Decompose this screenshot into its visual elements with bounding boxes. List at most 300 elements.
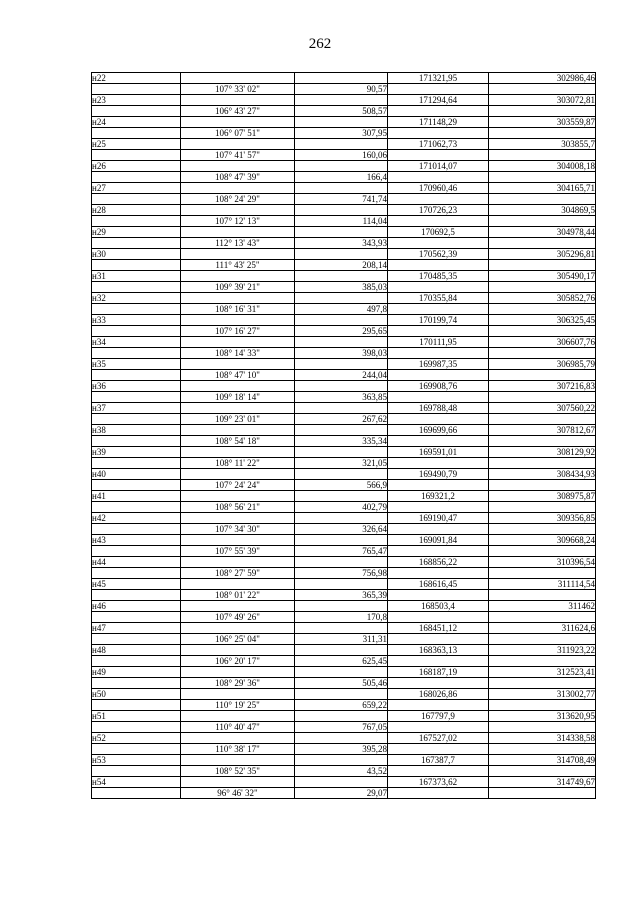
point-row <box>92 447 596 458</box>
segment-row <box>92 788 596 799</box>
y-coordinate-cell: 313620,95 <box>489 711 596 722</box>
empty-cell <box>181 711 295 722</box>
distance-cell: 166,4 <box>295 172 388 183</box>
empty-cell <box>489 502 596 513</box>
y-coordinate-cell: 308975,87 <box>489 491 596 502</box>
direction-angle-cell: 109° 18' 14" <box>181 392 295 403</box>
y-coordinate-cell: 303072,81 <box>489 95 596 106</box>
point-row <box>92 139 596 150</box>
point-row <box>92 755 596 766</box>
point-id-cell: н53 <box>92 755 181 766</box>
empty-cell <box>295 403 388 414</box>
empty-cell <box>92 788 181 799</box>
point-id-cell: н42 <box>92 513 181 524</box>
direction-angle-cell: 107° 24' 24" <box>181 480 295 491</box>
empty-cell <box>295 623 388 634</box>
empty-cell <box>295 513 388 524</box>
empty-cell <box>92 568 181 579</box>
empty-cell <box>388 326 489 337</box>
y-coordinate-cell: 314338,58 <box>489 733 596 744</box>
empty-cell <box>181 293 295 304</box>
point-row <box>92 73 596 84</box>
empty-cell <box>92 216 181 227</box>
empty-cell <box>295 117 388 128</box>
point-row <box>92 733 596 744</box>
distance-cell: 267,62 <box>295 414 388 425</box>
distance-cell: 659,22 <box>295 700 388 711</box>
direction-angle-cell: 108° 52' 35" <box>181 766 295 777</box>
empty-cell <box>92 502 181 513</box>
x-coordinate-cell: 169987,35 <box>388 359 489 370</box>
y-coordinate-cell: 313002,77 <box>489 689 596 700</box>
empty-cell <box>489 480 596 491</box>
direction-angle-cell: 110° 19' 25" <box>181 700 295 711</box>
distance-cell: 43,52 <box>295 766 388 777</box>
empty-cell <box>295 491 388 502</box>
empty-cell <box>181 249 295 260</box>
x-coordinate-cell: 171062,73 <box>388 139 489 150</box>
empty-cell <box>295 447 388 458</box>
point-row <box>92 381 596 392</box>
empty-cell <box>181 315 295 326</box>
page-number: 262 <box>308 36 332 52</box>
direction-angle-cell: 106° 07' 51" <box>181 128 295 139</box>
y-coordinate-cell: 307216,83 <box>489 381 596 392</box>
point-id-cell: н25 <box>92 139 181 150</box>
distance-cell: 326,64 <box>295 524 388 535</box>
segment-row <box>92 392 596 403</box>
empty-cell <box>388 722 489 733</box>
point-row <box>92 601 596 612</box>
direction-angle-cell: 107° 33' 02" <box>181 84 295 95</box>
empty-cell <box>295 667 388 678</box>
empty-cell <box>388 436 489 447</box>
x-coordinate-cell: 170692,5 <box>388 227 489 238</box>
direction-angle-cell: 106° 25' 04" <box>181 634 295 645</box>
distance-cell: 363,85 <box>295 392 388 403</box>
point-id-cell: н43 <box>92 535 181 546</box>
segment-row <box>92 590 596 601</box>
empty-cell <box>489 546 596 557</box>
segment-row <box>92 744 596 755</box>
distance-cell: 505,46 <box>295 678 388 689</box>
distance-cell: 160,06 <box>295 150 388 161</box>
empty-cell <box>388 150 489 161</box>
empty-cell <box>388 128 489 139</box>
x-coordinate-cell: 170726,23 <box>388 205 489 216</box>
segment-row <box>92 700 596 711</box>
distance-cell: 767,05 <box>295 722 388 733</box>
point-row <box>92 183 596 194</box>
point-row <box>92 337 596 348</box>
empty-cell <box>388 678 489 689</box>
x-coordinate-cell: 167527,02 <box>388 733 489 744</box>
empty-cell <box>295 95 388 106</box>
point-id-cell: н22 <box>92 73 181 84</box>
direction-angle-cell: 106° 20' 17" <box>181 656 295 667</box>
empty-cell <box>181 469 295 480</box>
y-coordinate-cell: 307812,67 <box>489 425 596 436</box>
empty-cell <box>295 205 388 216</box>
empty-cell <box>92 678 181 689</box>
empty-cell <box>388 172 489 183</box>
direction-angle-cell: 107° 34' 30" <box>181 524 295 535</box>
empty-cell <box>92 590 181 601</box>
x-coordinate-cell: 170960,46 <box>388 183 489 194</box>
point-id-cell: н38 <box>92 425 181 436</box>
y-coordinate-cell: 302986,46 <box>489 73 596 84</box>
direction-angle-cell: 108° 47' 10" <box>181 370 295 381</box>
x-coordinate-cell: 170355,84 <box>388 293 489 304</box>
y-coordinate-cell: 304008,18 <box>489 161 596 172</box>
empty-cell <box>489 84 596 95</box>
distance-cell: 295,65 <box>295 326 388 337</box>
point-row <box>92 117 596 128</box>
x-coordinate-cell: 169321,2 <box>388 491 489 502</box>
empty-cell <box>489 348 596 359</box>
empty-cell <box>388 590 489 601</box>
empty-cell <box>92 370 181 381</box>
segment-row <box>92 84 596 95</box>
coordinates-table-body <box>92 73 596 799</box>
empty-cell <box>295 73 388 84</box>
segment-row <box>92 656 596 667</box>
point-row <box>92 315 596 326</box>
empty-cell <box>388 414 489 425</box>
point-id-cell: н41 <box>92 491 181 502</box>
direction-angle-cell: 108° 16' 31" <box>181 304 295 315</box>
distance-cell: 311,31 <box>295 634 388 645</box>
empty-cell <box>489 326 596 337</box>
empty-cell <box>92 172 181 183</box>
direction-angle-cell: 110° 40' 47" <box>181 722 295 733</box>
point-id-cell: н51 <box>92 711 181 722</box>
empty-cell <box>181 601 295 612</box>
empty-cell <box>489 458 596 469</box>
distance-cell: 566,9 <box>295 480 388 491</box>
distance-cell: 343,93 <box>295 238 388 249</box>
distance-cell: 508,57 <box>295 106 388 117</box>
distance-cell: 90,57 <box>295 84 388 95</box>
distance-cell: 765,47 <box>295 546 388 557</box>
x-coordinate-cell: 168363,13 <box>388 645 489 656</box>
y-coordinate-cell: 303855,7 <box>489 139 596 150</box>
empty-cell <box>388 568 489 579</box>
empty-cell <box>92 194 181 205</box>
point-id-cell: н26 <box>92 161 181 172</box>
point-row <box>92 491 596 502</box>
empty-cell <box>295 293 388 304</box>
segment-row <box>92 722 596 733</box>
direction-angle-cell: 108° 56' 21" <box>181 502 295 513</box>
y-coordinate-cell: 306985,79 <box>489 359 596 370</box>
empty-cell <box>181 513 295 524</box>
segment-row <box>92 766 596 777</box>
direction-angle-cell: 107° 16' 27" <box>181 326 295 337</box>
direction-angle-cell: 107° 12' 13" <box>181 216 295 227</box>
empty-cell <box>489 634 596 645</box>
empty-cell <box>295 425 388 436</box>
empty-cell <box>92 436 181 447</box>
x-coordinate-cell: 169091,84 <box>388 535 489 546</box>
empty-cell <box>388 788 489 799</box>
x-coordinate-cell: 167387,7 <box>388 755 489 766</box>
distance-cell: 335,34 <box>295 436 388 447</box>
x-coordinate-cell: 170199,74 <box>388 315 489 326</box>
x-coordinate-cell: 171014,07 <box>388 161 489 172</box>
segment-row <box>92 172 596 183</box>
segment-row <box>92 326 596 337</box>
point-row <box>92 271 596 282</box>
segment-row <box>92 568 596 579</box>
x-coordinate-cell: 169591,01 <box>388 447 489 458</box>
empty-cell <box>92 348 181 359</box>
empty-cell <box>388 370 489 381</box>
empty-cell <box>489 238 596 249</box>
point-row <box>92 293 596 304</box>
empty-cell <box>489 304 596 315</box>
point-id-cell: н52 <box>92 733 181 744</box>
direction-angle-cell: 108° 24' 29" <box>181 194 295 205</box>
point-id-cell: н37 <box>92 403 181 414</box>
point-id-cell: н50 <box>92 689 181 700</box>
segment-row <box>92 502 596 513</box>
x-coordinate-cell: 167797,9 <box>388 711 489 722</box>
empty-cell <box>489 744 596 755</box>
empty-cell <box>295 733 388 744</box>
empty-cell <box>92 150 181 161</box>
empty-cell <box>295 161 388 172</box>
empty-cell <box>295 183 388 194</box>
empty-cell <box>295 777 388 788</box>
empty-cell <box>295 381 388 392</box>
distance-cell: 321,05 <box>295 458 388 469</box>
y-coordinate-cell: 307560,22 <box>489 403 596 414</box>
direction-angle-cell: 108° 11' 22" <box>181 458 295 469</box>
empty-cell <box>295 601 388 612</box>
direction-angle-cell: 108° 01' 22" <box>181 590 295 601</box>
empty-cell <box>489 612 596 623</box>
point-id-cell: н54 <box>92 777 181 788</box>
empty-cell <box>388 260 489 271</box>
direction-angle-cell: 108° 27' 59" <box>181 568 295 579</box>
empty-cell <box>489 106 596 117</box>
empty-cell <box>92 700 181 711</box>
empty-cell <box>295 249 388 260</box>
empty-cell <box>295 711 388 722</box>
direction-angle-cell: 112° 13' 43" <box>181 238 295 249</box>
empty-cell <box>92 480 181 491</box>
y-coordinate-cell: 312523,41 <box>489 667 596 678</box>
empty-cell <box>181 95 295 106</box>
direction-angle-cell: 107° 49' 26" <box>181 612 295 623</box>
x-coordinate-cell: 167373,62 <box>388 777 489 788</box>
empty-cell <box>92 458 181 469</box>
y-coordinate-cell: 310396,54 <box>489 557 596 568</box>
direction-angle-cell: 110° 38' 17" <box>181 744 295 755</box>
empty-cell <box>489 128 596 139</box>
empty-cell <box>388 612 489 623</box>
distance-cell: 244,04 <box>295 370 388 381</box>
y-coordinate-cell: 311114,54 <box>489 579 596 590</box>
empty-cell <box>181 161 295 172</box>
y-coordinate-cell: 309668,24 <box>489 535 596 546</box>
empty-cell <box>489 700 596 711</box>
direction-angle-cell: 108° 47' 39" <box>181 172 295 183</box>
point-row <box>92 667 596 678</box>
x-coordinate-cell: 170562,39 <box>388 249 489 260</box>
empty-cell <box>489 524 596 535</box>
empty-cell <box>489 260 596 271</box>
y-coordinate-cell: 306325,45 <box>489 315 596 326</box>
point-id-cell: н31 <box>92 271 181 282</box>
y-coordinate-cell: 311923,22 <box>489 645 596 656</box>
empty-cell <box>489 282 596 293</box>
empty-cell <box>92 612 181 623</box>
distance-cell: 402,79 <box>295 502 388 513</box>
point-row <box>92 689 596 700</box>
x-coordinate-cell: 171294,64 <box>388 95 489 106</box>
segment-row <box>92 238 596 249</box>
point-row <box>92 205 596 216</box>
empty-cell <box>489 788 596 799</box>
empty-cell <box>295 645 388 656</box>
x-coordinate-cell: 169190,47 <box>388 513 489 524</box>
empty-cell <box>388 700 489 711</box>
empty-cell <box>489 414 596 425</box>
point-id-cell: н48 <box>92 645 181 656</box>
segment-row <box>92 370 596 381</box>
point-row <box>92 535 596 546</box>
y-coordinate-cell: 304165,71 <box>489 183 596 194</box>
y-coordinate-cell: 305490,17 <box>489 271 596 282</box>
empty-cell <box>295 359 388 370</box>
point-id-cell: н33 <box>92 315 181 326</box>
x-coordinate-cell: 168451,12 <box>388 623 489 634</box>
point-id-cell: н27 <box>92 183 181 194</box>
empty-cell <box>489 370 596 381</box>
point-row <box>92 425 596 436</box>
empty-cell <box>295 139 388 150</box>
empty-cell <box>181 425 295 436</box>
empty-cell <box>295 227 388 238</box>
point-id-cell: н23 <box>92 95 181 106</box>
segment-row <box>92 348 596 359</box>
empty-cell <box>489 722 596 733</box>
x-coordinate-cell: 168026,86 <box>388 689 489 700</box>
point-id-cell: н28 <box>92 205 181 216</box>
segment-row <box>92 304 596 315</box>
x-coordinate-cell: 168187,19 <box>388 667 489 678</box>
segment-row <box>92 194 596 205</box>
point-row <box>92 777 596 788</box>
empty-cell <box>295 579 388 590</box>
empty-cell <box>295 337 388 348</box>
x-coordinate-cell: 169490,79 <box>388 469 489 480</box>
empty-cell <box>92 524 181 535</box>
empty-cell <box>489 678 596 689</box>
empty-cell <box>388 502 489 513</box>
distance-cell: 497,8 <box>295 304 388 315</box>
point-id-cell: н49 <box>92 667 181 678</box>
empty-cell <box>388 546 489 557</box>
empty-cell <box>181 403 295 414</box>
point-row <box>92 557 596 568</box>
empty-cell <box>388 458 489 469</box>
point-row <box>92 623 596 634</box>
point-row <box>92 469 596 480</box>
point-id-cell: н44 <box>92 557 181 568</box>
distance-cell: 756,98 <box>295 568 388 579</box>
empty-cell <box>295 271 388 282</box>
empty-cell <box>388 766 489 777</box>
point-row <box>92 403 596 414</box>
direction-angle-cell: 108° 29' 36" <box>181 678 295 689</box>
empty-cell <box>181 777 295 788</box>
point-id-cell: н36 <box>92 381 181 392</box>
distance-cell: 365,39 <box>295 590 388 601</box>
direction-angle-cell: 96° 46' 32" <box>181 788 295 799</box>
segment-row <box>92 150 596 161</box>
point-id-cell: н24 <box>92 117 181 128</box>
point-row <box>92 359 596 370</box>
empty-cell <box>181 359 295 370</box>
empty-cell <box>489 436 596 447</box>
empty-cell <box>295 535 388 546</box>
empty-cell <box>92 634 181 645</box>
empty-cell <box>489 150 596 161</box>
empty-cell <box>181 205 295 216</box>
empty-cell <box>92 744 181 755</box>
y-coordinate-cell: 314749,67 <box>489 777 596 788</box>
segment-row <box>92 546 596 557</box>
empty-cell <box>388 216 489 227</box>
empty-cell <box>388 744 489 755</box>
segment-row <box>92 282 596 293</box>
empty-cell <box>181 645 295 656</box>
empty-cell <box>388 238 489 249</box>
empty-cell <box>388 106 489 117</box>
distance-cell: 395,28 <box>295 744 388 755</box>
empty-cell <box>181 557 295 568</box>
distance-cell: 29,07 <box>295 788 388 799</box>
point-row <box>92 161 596 172</box>
distance-cell: 625,45 <box>295 656 388 667</box>
y-coordinate-cell: 308434,93 <box>489 469 596 480</box>
empty-cell <box>92 722 181 733</box>
distance-cell: 170,8 <box>295 612 388 623</box>
empty-cell <box>181 117 295 128</box>
empty-cell <box>388 480 489 491</box>
segment-row <box>92 612 596 623</box>
segment-row <box>92 458 596 469</box>
x-coordinate-cell: 169908,76 <box>388 381 489 392</box>
distance-cell: 307,95 <box>295 128 388 139</box>
direction-angle-cell: 109° 23' 01" <box>181 414 295 425</box>
y-coordinate-cell: 309356,85 <box>489 513 596 524</box>
x-coordinate-cell: 168856,22 <box>388 557 489 568</box>
segment-row <box>92 260 596 271</box>
empty-cell <box>92 392 181 403</box>
x-coordinate-cell: 169699,66 <box>388 425 489 436</box>
empty-cell <box>388 194 489 205</box>
point-id-cell: н35 <box>92 359 181 370</box>
empty-cell <box>388 634 489 645</box>
empty-cell <box>181 183 295 194</box>
empty-cell <box>92 282 181 293</box>
empty-cell <box>489 656 596 667</box>
point-id-cell: н30 <box>92 249 181 260</box>
